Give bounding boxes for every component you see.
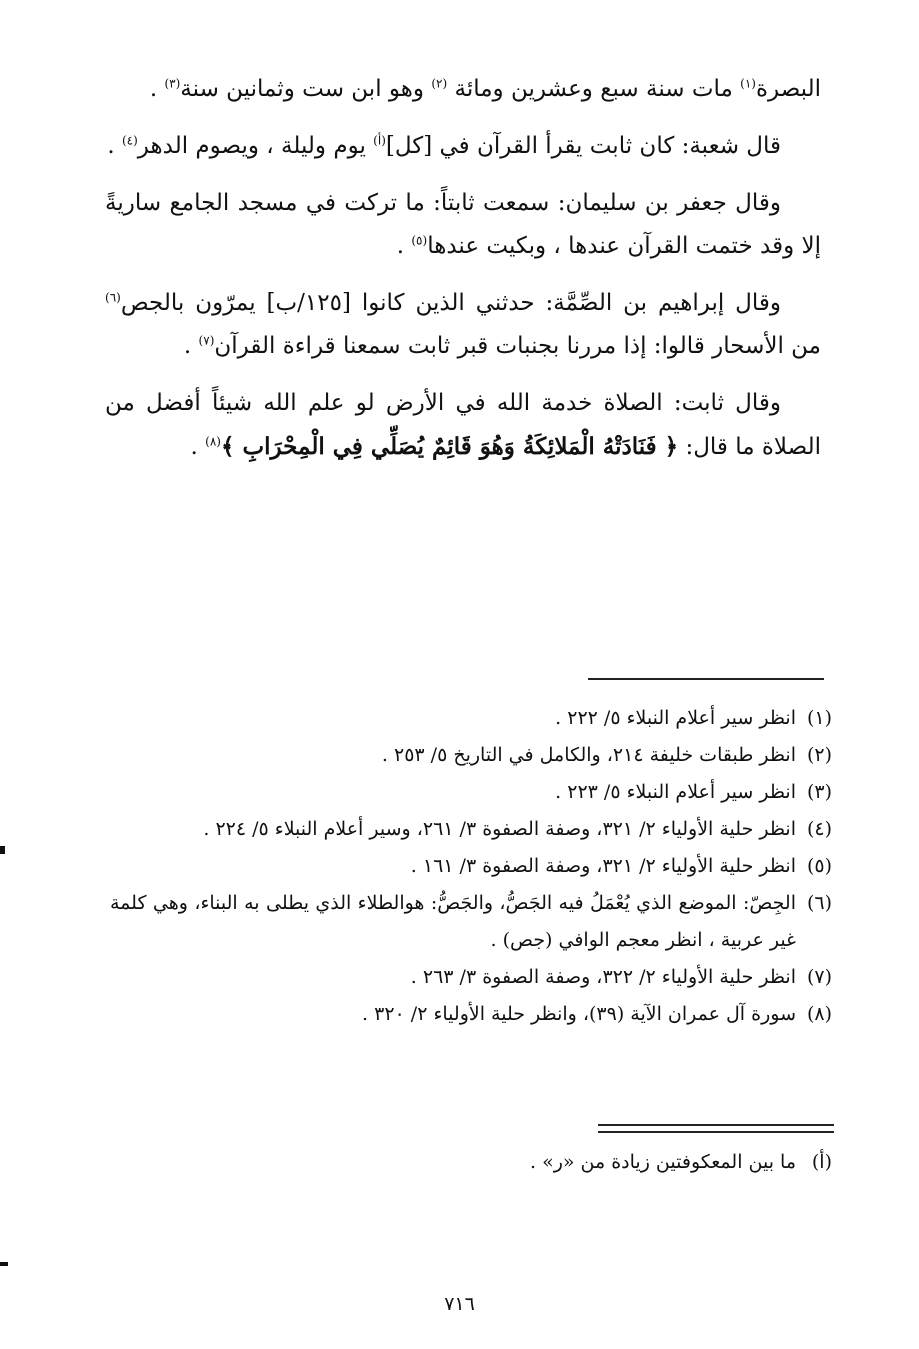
footnote-ref: (٨) [205,434,221,449]
main-text [105,68,821,483]
paragraph-text: . [183,333,199,359]
footnote-item [110,996,832,1033]
paragraph-text: . [107,133,122,159]
footnote-number: (٦) [806,892,832,914]
page-number: ٧١٦ [444,1293,475,1315]
footnote-ref: (٦) [105,290,121,305]
footnote-text: الجِصّ: الموضع الذي يُعْمَلُ فيه الجَصُّ، والجَصُّ: هوالطلاء الذي يطلى به البناء، وهي كلمة غير عربية ، انظر معجم الوافي (جص) . [110,892,796,951]
editor-note-text: ما بين المعكوفتين زيادة من «ر» . [530,1151,796,1173]
editor-note-number: (أ) [811,1151,832,1173]
footnote-text: انظر حلية الأولياء ٢/ ٣٢١، وصفة الصفوة ٣/ ١٦١ . [410,855,796,877]
paragraph-text: . [396,233,412,259]
footnote-ref: (٥) [411,233,428,248]
paragraph-text: قال شعبة: كان ثابت يقرأ القرآن في [كل] [385,133,781,159]
footnote-number: (٣) [806,781,832,803]
footnote-number: (٢) [806,744,832,766]
footnote-item [110,811,832,848]
paragraph-ibrahim [105,282,821,368]
footnote-item [110,774,832,811]
editor-note-item [110,1144,832,1181]
paragraph-thabit [105,382,821,469]
footnote-separator [588,678,824,680]
paragraph-jafar [105,182,821,268]
paragraph-text: . [149,76,165,102]
footnote-item [110,737,832,774]
editor-ref: (أ) [373,133,386,148]
footnote-text: سورة آل عمران الآية (٣٩)، وانظر حلية الأولياء ٢/ ٣٢٠ . [362,1003,796,1025]
paragraph-text: وقال إبراهيم بن الصِّمَّة: حدثني الذين كانوا [١٢٥/ب] يمرّون بالجص [120,290,781,316]
paragraph-text: مات سنة سبع وعشرين ومائة [447,76,741,102]
footnote-text: انظر طبقات خليفة ٢١٤، والكامل في التاريخ ٥/ ٢٥٣ . [381,744,796,766]
paragraph-text: من الأسحار قالوا: إذا مررنا بجنبات قبر ثابت سمعنا قراءة القرآن [214,333,821,359]
footnotes [110,700,832,1033]
footnote-text: انظر سير أعلام النبلاء ٥/ ٢٢٣ . [555,781,796,803]
paragraph-text: يوم وليلة ، ويصوم الدهر [137,133,374,159]
footnote-number: (٨) [806,1003,832,1025]
quran-verse: ﴿ فَنَادَتْهُ الْمَلائِكَةُ وَهُوَ قَائِمٌ يُصَلِّي فِي الْمِحْرَابِ ﴾ [220,433,679,460]
editor-note-separator [598,1124,834,1133]
footnote-item [110,848,832,885]
paragraph-text: البصرة [755,76,821,102]
footnote-ref: (٧) [198,333,215,348]
paragraph-text: . [190,434,206,460]
footnote-item [110,959,832,996]
footnote-ref: (٢) [431,76,448,91]
footnote-item [110,700,832,737]
footnote-number: (١) [806,707,832,729]
paragraph-text: وقال ثابت: الصلاة خدمة الله في الأرض لو علم الله شيئاً أفضل من الصلاة ما قال: [105,390,821,460]
footnote-item [110,885,832,959]
paragraph-text: وهو ابن ست وثمانين سنة [180,76,432,102]
footnote-number: (٤) [806,818,832,840]
footnote-ref: (٤) [121,133,138,148]
paragraph-death [105,68,821,111]
paragraph-shuba [105,125,821,168]
editor-note [110,1144,832,1181]
paragraph-text: وقال جعفر بن سليمان: سمعت ثابتاً: ما تركت في مسجد الجامع ساريةً إلا وقد ختمت القرآن عندها ، وبكيت عندها [105,190,821,259]
scan-mark [0,846,5,854]
footnote-text: انظر حلية الأولياء ٢/ ٣٢١، وصفة الصفوة ٣/ ٢٦١، وسير أعلام النبلاء ٥/ ٢٢٤ . [203,818,796,840]
footnote-number: (٧) [806,966,832,988]
footnote-ref: (٣) [164,76,181,91]
footnote-text: انظر سير أعلام النبلاء ٥/ ٢٢٢ . [555,707,796,729]
footnote-number: (٥) [806,855,832,877]
footnote-text: انظر حلية الأولياء ٢/ ٣٢٢، وصفة الصفوة ٣/ ٢٦٣ . [410,966,796,988]
footnote-ref: (١) [740,76,756,91]
scan-mark [0,1262,8,1266]
